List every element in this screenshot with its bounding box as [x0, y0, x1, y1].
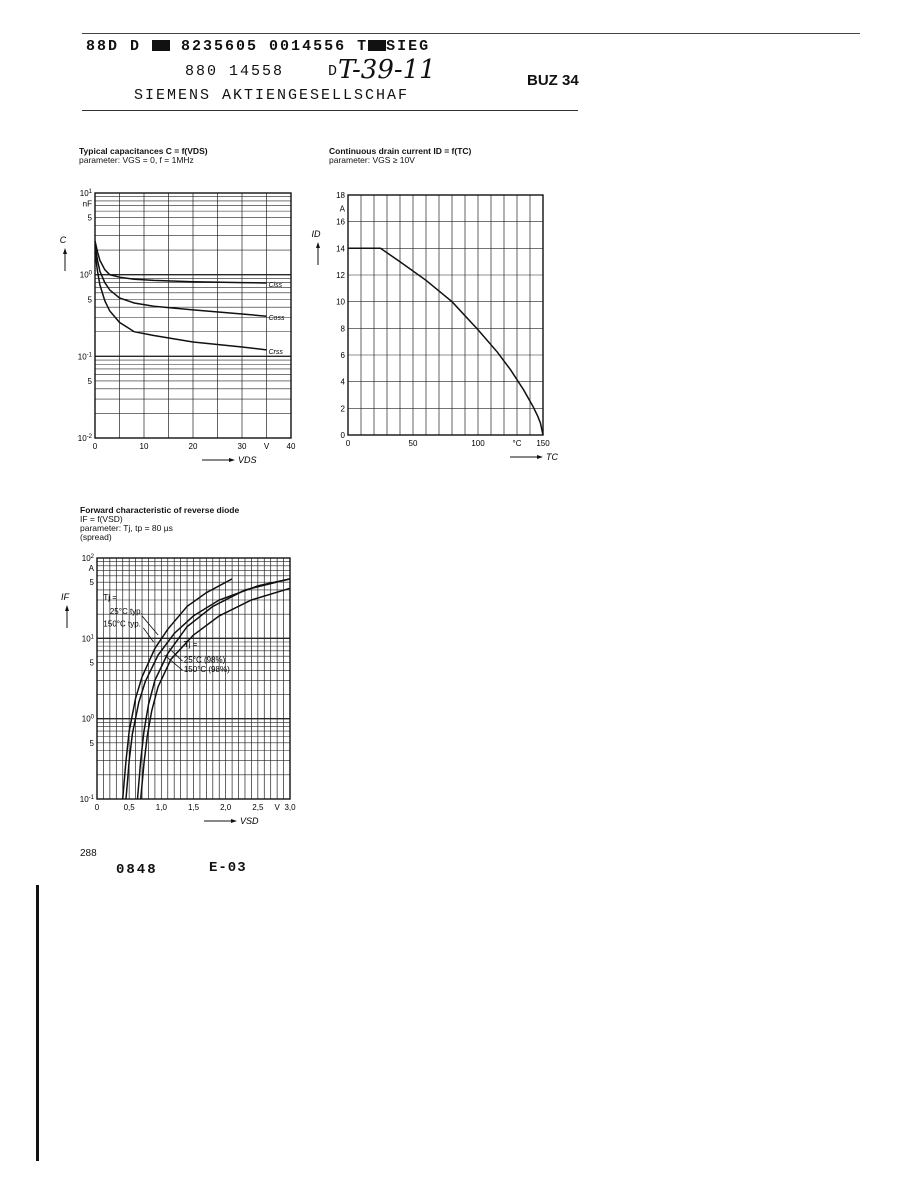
y-tick-label: $10^1$ — [79, 189, 92, 198]
y-tick-label: A — [339, 204, 345, 214]
chart3-note: (spread) — [80, 532, 112, 542]
capacitance-chart — [50, 180, 320, 480]
x-tick-label: V — [274, 803, 280, 812]
series-line-0 — [95, 241, 267, 283]
x-tick-label: 50 — [408, 439, 418, 448]
chart3-parameter: parameter: Tj, tp = 80 µs — [80, 523, 173, 533]
x-tick-label: 0 — [94, 803, 100, 812]
y-tick-label: 16 — [336, 217, 345, 227]
x-tick-label: V — [263, 442, 270, 451]
annotation-label: 25°C typ. — [109, 607, 143, 617]
y-axis-arrowhead — [316, 242, 320, 248]
y-axis-label: IF — [61, 592, 69, 602]
x-tick-label: 0 — [345, 439, 351, 448]
y-tick-label: 2 — [340, 404, 345, 414]
y-tick-label: 5 — [89, 738, 94, 748]
plot-frame — [348, 195, 543, 435]
x-tick-label: 10 — [139, 442, 149, 451]
x-tick-label: 2,5 — [252, 803, 264, 812]
header-code-a: 88D D — [86, 38, 142, 55]
x-axis-arrowhead — [229, 458, 235, 462]
company-name: SIEMENS AKTIENGESELLSCHAF — [134, 87, 410, 104]
annotation-label: Tj = — [183, 640, 198, 650]
leader-line — [142, 616, 158, 635]
series-label-1: Coss — [268, 315, 285, 323]
series-line-2 — [138, 579, 291, 799]
y-tick-label: 14 — [336, 244, 345, 254]
x-tick-label: 3,0 — [284, 803, 296, 812]
page-number: 288 — [80, 848, 97, 859]
x-tick-label: 0,5 — [123, 803, 135, 812]
y-tick-label: 6 — [340, 351, 345, 360]
y-tick-label: 5 — [87, 295, 92, 305]
x-tick-label: 150 — [536, 439, 550, 448]
chart2-title: Continuous drain current ID = f(TC) — [329, 146, 472, 156]
part-number: BUZ 34 — [527, 72, 579, 89]
header-line-2 — [185, 63, 339, 80]
x-tick-label: 1,5 — [187, 803, 200, 812]
top-rule — [82, 33, 860, 34]
handwritten-code: T-39-11 — [338, 55, 436, 85]
series-line-3 — [141, 588, 290, 799]
annotation-label: 150°C (98%) — [183, 665, 230, 675]
redaction-block — [152, 40, 170, 51]
header-code-d: 880 14558 — [185, 63, 285, 80]
grid — [348, 195, 543, 435]
y-tick-label: 4 — [340, 377, 345, 387]
x-tick-label: 1,0 — [155, 803, 167, 812]
x-tick-label: 100 — [471, 439, 485, 448]
y-tick-label: 5 — [89, 578, 94, 588]
series-line-2 — [95, 252, 267, 350]
x-tick-label: 20 — [188, 442, 198, 451]
y-tick-label: $10^2$ — [81, 554, 94, 563]
redaction-block — [368, 40, 386, 51]
chart2-subtitle: parameter: VGS ≥ 10V — [329, 155, 415, 165]
x-tick-label: °C — [512, 439, 522, 448]
chart3-subtitle: IF = f(VSD) — [80, 514, 123, 524]
y-tick-label: nF — [82, 199, 92, 209]
y-tick-label: $10^{-2}$ — [77, 434, 92, 443]
y-tick-label: 5 — [87, 376, 92, 386]
drain-current-chart — [300, 180, 570, 480]
y-tick-label: $10^0$ — [79, 270, 92, 280]
y-tick-label: $10^0$ — [81, 714, 94, 724]
y-axis-arrowhead — [63, 248, 67, 254]
x-tick-label: 40 — [286, 442, 296, 451]
x-tick-label: 0 — [92, 442, 98, 451]
series-label-0: Ciss — [268, 282, 283, 290]
series-label-2: Crss — [268, 348, 283, 356]
x-tick-label: 30 — [237, 442, 247, 451]
header-code-e: D — [328, 63, 340, 80]
y-axis-arrowhead — [65, 605, 69, 611]
annotation-label: 150°C typ. — [103, 619, 141, 629]
scan-edge-bar — [36, 885, 39, 1161]
y-tick-label: $10^{-1}$ — [79, 795, 94, 804]
chart3-title: Forward characteristic of reverse diode — [80, 505, 240, 515]
y-tick-label: 5 — [87, 213, 92, 223]
header-code-b: 8235605 0014556 T — [181, 38, 369, 55]
y-tick-label: 8 — [340, 324, 345, 334]
series-line-0 — [348, 248, 543, 435]
header-line-1 — [86, 38, 430, 55]
y-axis-label: C — [59, 235, 67, 245]
series-line-1 — [126, 579, 290, 799]
x-axis-arrowhead — [231, 819, 237, 823]
footer-code-right: E-03 — [209, 860, 247, 876]
x-axis-label: VSD — [240, 816, 259, 826]
x-axis-arrowhead — [537, 455, 543, 459]
annotation-label: 25°C (98%) — [183, 655, 226, 665]
footer-code-left: 0848 — [116, 862, 158, 878]
header-code-c: SIEG — [386, 38, 431, 55]
annotation-label: Tj = — [103, 593, 117, 603]
y-axis-label: ID — [311, 229, 321, 239]
x-tick-label: 2,0 — [220, 803, 232, 812]
diode-forward-chart — [50, 540, 320, 840]
y-tick-label: 0 — [340, 431, 345, 440]
chart1-title: Typical capacitances C = f(VDS) — [79, 146, 208, 156]
y-tick-label: $10^1$ — [81, 634, 94, 644]
x-axis-label: TC — [546, 452, 558, 462]
y-tick-label: 5 — [89, 658, 94, 668]
chart1-subtitle: parameter: VGS = 0, f = 1MHz — [79, 155, 194, 165]
header-rule — [82, 110, 578, 111]
y-tick-label: $10^{-1}$ — [77, 352, 92, 362]
y-tick-label: 10 — [336, 297, 345, 307]
y-tick-label: A — [88, 564, 94, 574]
x-axis-label: VDS — [238, 455, 257, 465]
y-tick-label: 12 — [336, 271, 345, 280]
y-tick-label: 18 — [336, 191, 345, 200]
